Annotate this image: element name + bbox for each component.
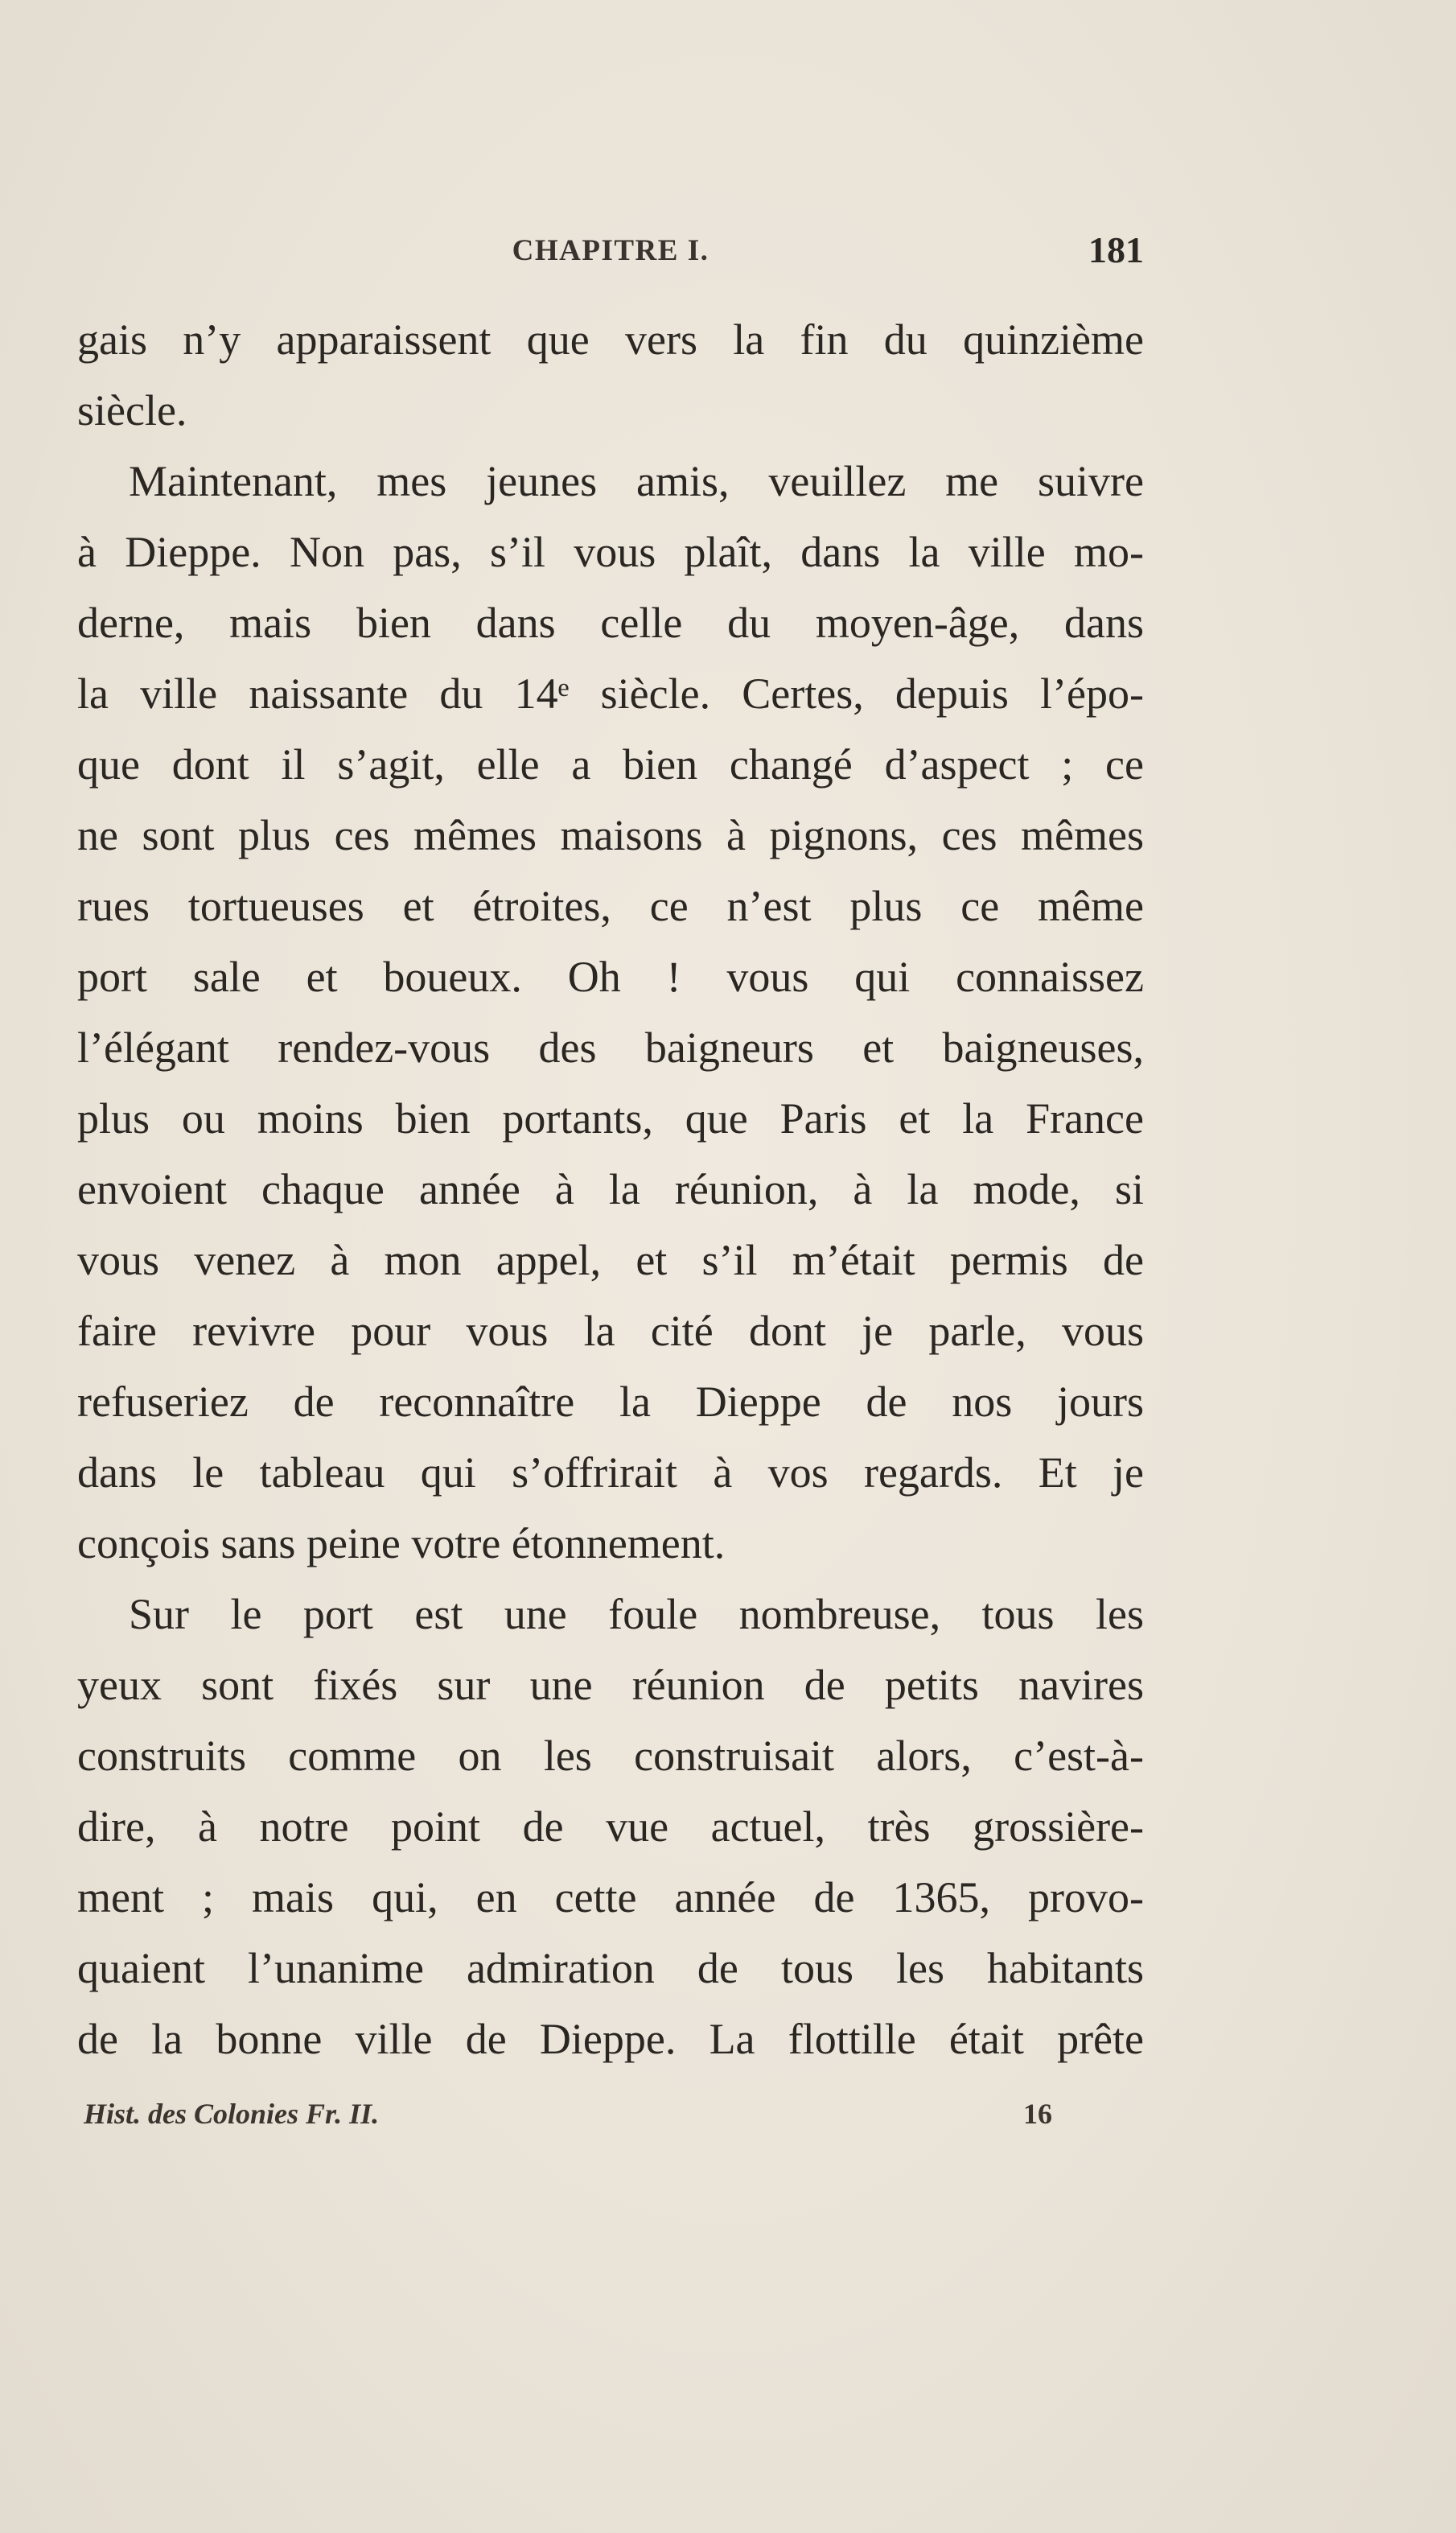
text-line: que dont il s’agit, elle a bien changé d’aspect ; ce (77, 740, 1144, 789)
body-text (77, 304, 1144, 2074)
text-line: plus ou moins bien portants, que Paris et la France (77, 1094, 1144, 1143)
text-line: Sur le port est une foule nombreuse, tous les (129, 1590, 1144, 1638)
text-line: à Dieppe. Non pas, s’il vous plaît, dans la ville mo- (77, 528, 1144, 576)
text-line: vous venez à mon appel, et s’il m’était permis de (77, 1236, 1144, 1284)
text-line: dire, à notre point de vue actuel, très grossière- (77, 1802, 1144, 1851)
page-number: 181 (1088, 229, 1144, 270)
text-line: ment ; mais qui, en cette année de 1365, provo- (77, 1873, 1144, 1921)
text-line: Maintenant, mes jeunes amis, veuillez me suivre (129, 457, 1144, 505)
text-line: la ville naissante du 14ᵉ siècle. Certes, depuis l’épo- (77, 669, 1144, 718)
text-line: l’élégant rendez-vous des baigneurs et baigneuses, (77, 1023, 1144, 1072)
text-line: de la bonne ville de Dieppe. La flottille était prête (77, 2015, 1144, 2063)
text-line: quaient l’unanime admiration de tous les habitants (77, 1944, 1144, 1992)
text-line: yeux sont fixés sur une réunion de petits navires (77, 1661, 1144, 1709)
text-line: gais n’y apparaissent que vers la fin du quinzième (77, 315, 1144, 364)
text-line: rues tortueuses et étroites, ce n’est plus ce même (77, 882, 1144, 930)
running-title: CHAPITRE I. (512, 234, 709, 267)
signature-title: Hist. des Colonies Fr. II. (84, 2098, 380, 2130)
text-line: ne sont plus ces mêmes maisons à pignons, ces mêmes (77, 811, 1144, 859)
text-line: port sale et boueux. Oh ! vous qui connaissez (77, 953, 1144, 1001)
text-line: envoient chaque année à la réunion, à la mode, si (77, 1165, 1144, 1213)
signature-number: 16 (1023, 2098, 1052, 2130)
text-line: conçois sans peine votre étonnement. (77, 1519, 726, 1567)
text-line: dans le tableau qui s’offrirait à vos regards. Et je (77, 1448, 1144, 1497)
text-line: siècle. (77, 386, 187, 435)
text-line: refuseriez de reconnaître la Dieppe de nos jours (77, 1378, 1144, 1426)
signature-mark (77, 2097, 1051, 2137)
text-line: faire revivre pour vous la cité dont je parle, vous (77, 1307, 1144, 1355)
running-head (77, 229, 1144, 277)
text-line: construits comme on les construisait alors, c’est-à- (77, 1732, 1144, 1780)
text-line: derne, mais bien dans celle du moyen-âge, dans (77, 599, 1144, 647)
